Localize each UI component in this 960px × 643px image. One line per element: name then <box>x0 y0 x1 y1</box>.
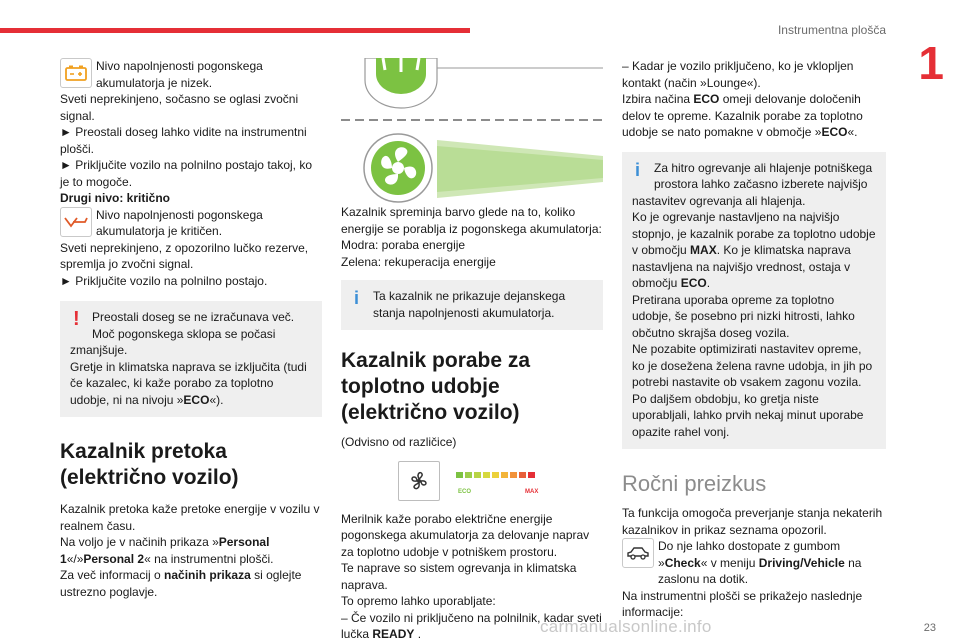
bar-segment <box>465 472 472 478</box>
watermark: carmanualsonline.info <box>540 617 712 636</box>
check-text-1: Do nje lahko dostopate z gumbom » <box>658 539 841 570</box>
flow-indicator-svg <box>341 58 603 204</box>
gauge-text-end: . <box>414 627 422 641</box>
flow-text-1: Kazalnik pretoka kaže pretoke energije v vozilu v realnem času. Na voljo je v načinih prikaza » <box>60 502 320 549</box>
top-accent-bar <box>0 28 470 33</box>
flow-text-3: si oglejte ustrezno poglavje. <box>60 568 302 599</box>
eco-word-1: ECO <box>693 92 720 106</box>
warning-note-body <box>70 342 312 408</box>
info-note-2-body <box>632 193 876 441</box>
check-text-2: « v meniju <box>700 555 759 570</box>
flow-modes: načinih prikaza <box>164 568 251 582</box>
bar-segment <box>492 472 499 478</box>
gauge-text <box>341 511 603 643</box>
flow-heading: Kazalnik pretoka (električno vozilo) <box>60 440 239 489</box>
eco-word-3: ECO <box>680 276 707 290</box>
info-note-1 <box>341 280 603 330</box>
warning-note-first: Preostali doseg se ne izračunava več. Moč pogonskega sklopa se počasi <box>92 310 295 341</box>
fan-top-icon <box>365 58 603 108</box>
info-note-text: Ta kazalnik ne prikazuje dejanskega stanja napolnjenosti akumulatorja. <box>373 289 566 320</box>
ready-label: READY <box>372 627 415 641</box>
eco-label: ECO <box>458 488 472 495</box>
warning-note-eco: ECO <box>183 392 210 407</box>
critical-battery-instructions: Sveti neprekinjeno, z opozorilno lučko rezerve, spremlja jo zvočni signal. ► Priključite vozilo na polnilno postajo. <box>60 240 309 288</box>
column-1 <box>60 58 322 600</box>
check-text-3: na zaslonu na dotik. <box>658 555 862 586</box>
info-icon: i <box>635 159 641 180</box>
driving-vehicle-word: Driving/Vehicle <box>758 555 845 570</box>
level2-heading: Drugi nivo: kritično <box>60 191 171 205</box>
bar-segment <box>474 472 481 478</box>
info-rest-1: nastavitev ogrevanja ali hlajenja. Ko je ogrevanje nastavljeno na najvišjo stopnjo, je kazalnik porabe za toplotno udobje v območju <box>632 193 876 257</box>
check-text <box>658 538 886 588</box>
section-title: Instrumentna plošča <box>777 23 886 37</box>
car-icon <box>622 538 654 568</box>
column-2 <box>341 58 603 643</box>
color-text: Kazalnik spreminja barvo glede na to, koliko energije se porablja iz pogonskega akumulatorja: Modra: poraba energije Zelena: rekuperacija energije <box>341 205 602 269</box>
lounge-text-2: omeji delovanje določenih delov te opreme. Kazalnik porabe za toplotno udobje se nato pomakne v območje » <box>622 92 863 139</box>
bar-segment <box>501 472 508 478</box>
thermal-heading: Kazalnik porabe za toplotno udobje (električno vozilo) <box>341 349 531 424</box>
lounge-text-1: – Kadar je vozilo priključeno, ko je vklopljen kontakt (način »Lounge«). Izbira načina <box>622 59 854 106</box>
flow-indicator-illustration <box>341 58 603 204</box>
info-icon: i <box>354 288 360 308</box>
bar-segment <box>483 472 490 478</box>
chapter-number: 1 <box>918 37 944 89</box>
info-rest-3: . Pretirana uporaba opreme za toplotno udobje, še posebno pri nizki hitrosti, lahko občutno skrajša doseg vozila. Ne pozabite optimizirati nastavitev opreme, ko je dosežena želena ravne udobja, in jih po potrebi nastavite ob vsakem zagonu vozila. Po daljšem obdobju, ko gretja niste uporabljali, lahko prvih nekaj minut uporabe opazite rahel vonj. <box>632 276 873 439</box>
fuel-reserve-icon <box>60 207 92 237</box>
flow-personal2: Personal 2 <box>83 551 145 566</box>
fan-bottom-icon <box>364 134 603 202</box>
column-3 <box>622 58 886 621</box>
bar-segment <box>528 472 535 478</box>
lounge-text <box>622 58 886 141</box>
fan-icon <box>398 461 440 501</box>
bar-segment <box>456 472 463 478</box>
low-battery-instructions: Sveti neprekinjeno, sočasno se oglasi zvočni signal. ► Preostali doseg lahko vidite na instrumentni plošči. ► Priključite vozilo na polnilno postajo takoj, ko je to mogoče. <box>60 92 313 189</box>
check-row <box>622 538 886 588</box>
manual-test-heading: Ročni preizkus <box>622 471 767 496</box>
flow-personal1: Personal 1 <box>60 535 270 566</box>
manual-test-text: Ta funkcija omogoča preverjanje stanja nekaterih kazalnikov in prikaz seznama opozoril. <box>622 506 883 537</box>
info-note-2-first: Za hitro ogrevanje ali hlajenje potniškega prostora lahko začasno izberete najvišjo <box>654 160 873 191</box>
info-rest-2: . Ko je klimatska naprava nastavljena na najvišjo vrednost, ostaja v območju <box>632 243 851 290</box>
critical-battery-text: Nivo napolnjenosti pogonskega akumulatorja je kritičen. <box>96 207 263 238</box>
bar-segment <box>510 472 517 478</box>
thermal-gauge <box>398 461 603 509</box>
low-battery-text: Nivo napolnjenosti pogonskega akumulatorja je nizek. <box>96 59 263 90</box>
eco-word-2: ECO <box>821 125 848 139</box>
gauge-text-body: Merilnik kaže porabo električne energije pogonskega akumulatorja za delovanje naprav za toplotno udobje v potniškem prostoru. Te naprave so sistem ogrevanja in klimatska naprava. To opremo lahko uporabljate: – Če vozilo ni priključeno na polnilnik, kadar sveti lučka <box>341 511 602 641</box>
flow-text-2: « na instrumentni plošči. Za več informacij o <box>60 551 274 582</box>
warning-note-end: «). <box>209 392 224 407</box>
warning-note <box>60 301 322 417</box>
flow-text <box>60 501 322 600</box>
battery-low-icon <box>60 58 92 88</box>
bar-segment <box>519 472 526 478</box>
version-note: (Odvisno od različice) <box>341 435 457 449</box>
lounge-text-end: «. <box>847 125 858 139</box>
low-battery-row <box>60 58 322 91</box>
warning-icon: ! <box>73 308 80 330</box>
warning-note-rest: zmanjšuje. Gretje in klimatska naprava se izključita (tudi če kazalec, ki kaže porabo za toplotno udobje, ni na nivoju » <box>70 343 307 407</box>
page-number: 23 <box>923 622 936 634</box>
max-word: MAX <box>690 243 717 257</box>
info-note-2 <box>622 152 886 450</box>
critical-battery-row <box>60 207 322 240</box>
check-word: Check <box>664 555 701 570</box>
flow-sep: «/» <box>66 551 84 566</box>
max-label: MAX <box>525 488 539 495</box>
final-text: Na instrumentni plošči se prikažejo naslednje informacije: <box>622 588 863 619</box>
